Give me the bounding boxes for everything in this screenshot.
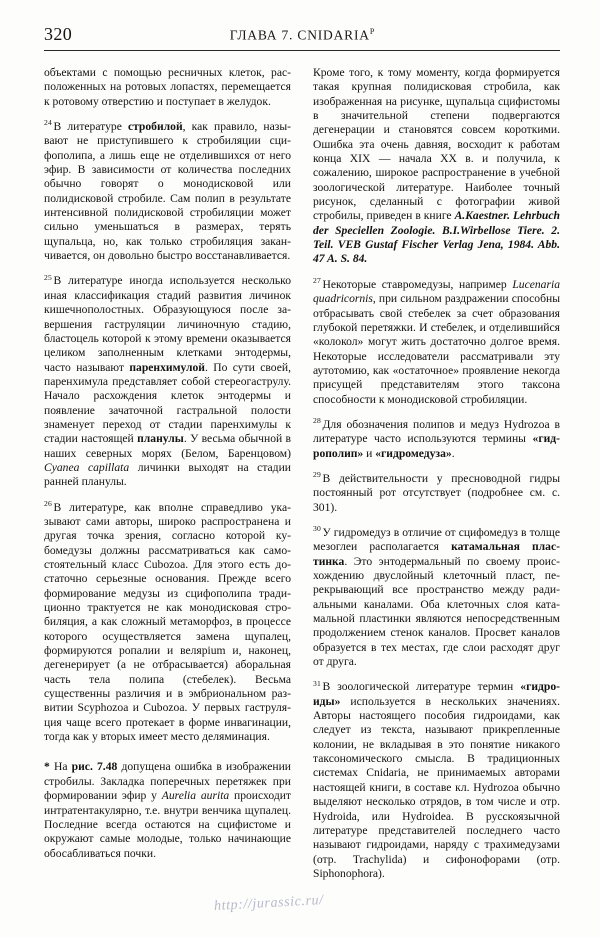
footnote-29	[313, 472, 560, 515]
footnote-25	[44, 274, 291, 489]
paragraph-text: объектами с помощью ресничных клеток, расположенных на ротовых лопастях, перемещается к ротовому отверстию и поступает в желудок.	[44, 66, 291, 108]
footnote-text-lead: В литературе	[53, 120, 128, 134]
footnote-star	[44, 760, 291, 860]
left-column	[44, 66, 291, 889]
footnote-text-body: и	[363, 446, 376, 460]
footnote-marker: 31	[313, 678, 321, 688]
footnote-text-body: , как правило, называют не приступившего к стробиляции сцифополипа, а лишь еще не отделившихся от него эфир. В зависимости от количества последних обычно говорят о монодисковой или полидисковой стробиле. Сам полип в результате интенсивной полидисковой стробиляции может сильно уменьшаться в размерах, терять щупальца, но, как только стробиляция заканчивается, он довольно быстро восстанавливается.	[44, 120, 291, 263]
footnote-bold-term-2: «гидромедуза»	[375, 446, 452, 460]
species-name: Aurelia aurita	[161, 789, 230, 803]
footnote-marker: 25	[44, 272, 52, 282]
footnote-text-body: , при сильном раздражении способны отбрасывать свой стебелек за счет образования глубокой перетяжки. И стебелек, и отделившийся «колокол» могут жить достаточно долгое время. Некоторые исследователи рассматривали эту аутотомию, как «остаточное» проявление некогда присущей представителям этого таксона способности к монодисковой стробиляции.	[313, 292, 560, 406]
footnote-30	[313, 526, 560, 669]
footnote-bold-term: паренхимулой	[129, 360, 205, 374]
footnote-text-body: . Это энтодермальный по своему происхождению двуслойный клеточный пласт, перекрывающий все пространство между радиальными каналами. Оба клеточных слоя катамальной пластинки являются непосредственным продолжением стенок каналов. Просвет каналов образуется в тех местах, где слои расходят друг от друга.	[313, 554, 560, 669]
footnote-28	[313, 418, 560, 461]
book-citation: A.Kaestner. Lehrbuch der Speciellen Zoologie. B.I.Wirbellose Tiere. 2. Teil. VEB Gustaf Fischer Verlag Jena, 1984. Abb. 47 A. S. 84.	[313, 209, 560, 266]
footnote-text-lead: В литературе иногда используется несколько иная классификация стадий развития личинок кишечнополостных. Образующуюся после завершения гаструляции личиночную стадию, бластоцель которой к этому времени оказывается целиком заполненным клетками энтодермы, часто называют	[44, 274, 291, 374]
footnote-text-end: личинки выходят на стадии ранней планулы.	[44, 460, 291, 489]
footnote-31	[313, 680, 560, 881]
footnote-text: В действительности у пресноводной гидры постоянный рот отсутствует (подробнее см. с. 301).	[313, 471, 560, 514]
footnote-text-body: используется в нескольких значениях. Авторы настоящего пособия гидроидами, как следует из текста, называют прикрепленные колонии, не вкладывая в это понятие никакого таксономического смысла. В традиционных системах Cnidaria, не принимаемых авторами настоящей книги, в составе кл. Hydrozoa обычно выделяют несколько отрядов, в том числе и отр. Hydroida, или Hydroidea. В русскоязычной литературе представителей последнего часто называют гидроидами, наряду с трахимедузами (отр. Trachylida) и сифонофорами (отр. Siphonophora).	[313, 694, 560, 880]
footnote-24	[44, 120, 291, 263]
footnote-bold-term-2: планулы	[137, 432, 184, 446]
paragraph-continued	[44, 66, 291, 109]
footnote-text-body: . По сути своей, паренхимула представляет собой стереогаструлу. Начало расхождения клеток энтодермы и появление зачаточной гастральной полости знаменует переход от стадии паренхимулы к стадии настоящей	[44, 360, 291, 446]
footnote-bold-term: «гидроиды»	[313, 680, 560, 708]
footnote-26	[44, 498, 291, 745]
header-rule	[44, 50, 560, 51]
footnote-marker: 27	[313, 275, 321, 285]
footnote-text-lead: Кроме того, к тому моменту, когда формируется такая крупная полидисковая стробила, как изображенная на рисунке, щупальца сцифистомы в значительной степени подвергаются дегенерации и становятся совсем короткими. Ошибка эта очень давняя, восходит к работам конца XIX — начала XX в. и получила, к сожалению, широкое распространение в учебной зоологической литературе. Наиболее точный рисунок, сделанный с фотографии живой стробилы, приведен в книге	[313, 66, 560, 223]
body-columns	[44, 66, 560, 889]
footnote-bold-term: «гидрополип»	[313, 432, 560, 460]
footnote-text-lead: У гидромедуз в отличие от сцифомедуз в толще мезоглеи располагается	[313, 525, 560, 554]
running-head	[44, 24, 560, 58]
footnote-text-body: допущена ошибка в изображении стробилы. Закладка поперечных перетяжек при формировании эфир у	[44, 760, 291, 803]
page-number: 320	[44, 24, 73, 44]
watermark: http://jurassic.ru/	[213, 892, 325, 915]
footnote-marker: 24	[44, 118, 52, 128]
species-name: Lucenaria quadricornis	[313, 277, 560, 306]
footnote-text-lead: На	[53, 760, 72, 774]
footnote-text-end: происходит интратентакулярно, т.е. внутри венчика щупалец. Последние всегда остаются на сцифистоме и окружают самые молодые, только начинающие обосабливаться почки.	[44, 789, 291, 860]
species-name: Cyanea capillata	[44, 460, 130, 474]
footnote-marker: 30	[313, 524, 321, 534]
footnote-text-lead: Для обозначения полипов и медуз Hydrozoa в литературе часто используются термины	[313, 417, 560, 446]
footnote-text: В литературе, как вполне справедливо указывают сами авторы, широко распространена и другая точка зрения, согласно которой кубомедузы должны рассматриваться как самостоятельный класс Cubozoa. Для этого есть достаточно серьезные основания. Прежде всего формирование медузы из сцифополипа традиционно трактуется не как монодисковая стробиляция, а как сложный метаморфоз, в процессе которого осуществляется замена щупалец, формируются ропалии и велярium и, наконец, дегенерирует (а не отбрасывается) аборальная часть тела полипа (стебелек). Весьма существенны различия и в эмбриональном развитии Scyphozoa и Cubozoa. У первых гаструляция чаще всего протекает в форме инвагинации, тогда как у вторых имеет место деляминация.	[44, 500, 291, 744]
footnote-26-continued	[313, 66, 560, 267]
footnote-text-end: .	[451, 446, 455, 460]
footnote-bold-term: стробилой	[127, 120, 183, 134]
footnote-bold-term: катамальная пластинка	[313, 540, 561, 568]
chapter-title	[44, 27, 560, 44]
footnote-marker: 29	[313, 470, 321, 480]
footnote-text-lead: Некоторые ставромедузы, например	[322, 277, 513, 291]
chapter-title-superscript: Р	[369, 27, 375, 36]
footnote-text-tail: . У весьма обычной в наших северных морях (Белом, Баренцовом)	[44, 432, 292, 460]
footnote-text-lead: В зоологической литературе термин	[322, 680, 521, 694]
footnote-27	[313, 275, 560, 407]
right-column	[313, 66, 560, 889]
chapter-title-text: ГЛАВА 7. CNIDARIA	[229, 27, 370, 43]
footnote-marker: 26	[44, 498, 52, 508]
footnote-marker-asterisk: *	[44, 760, 50, 774]
figure-reference: рис. 7.48	[71, 760, 118, 774]
footnote-marker: 28	[313, 416, 321, 426]
